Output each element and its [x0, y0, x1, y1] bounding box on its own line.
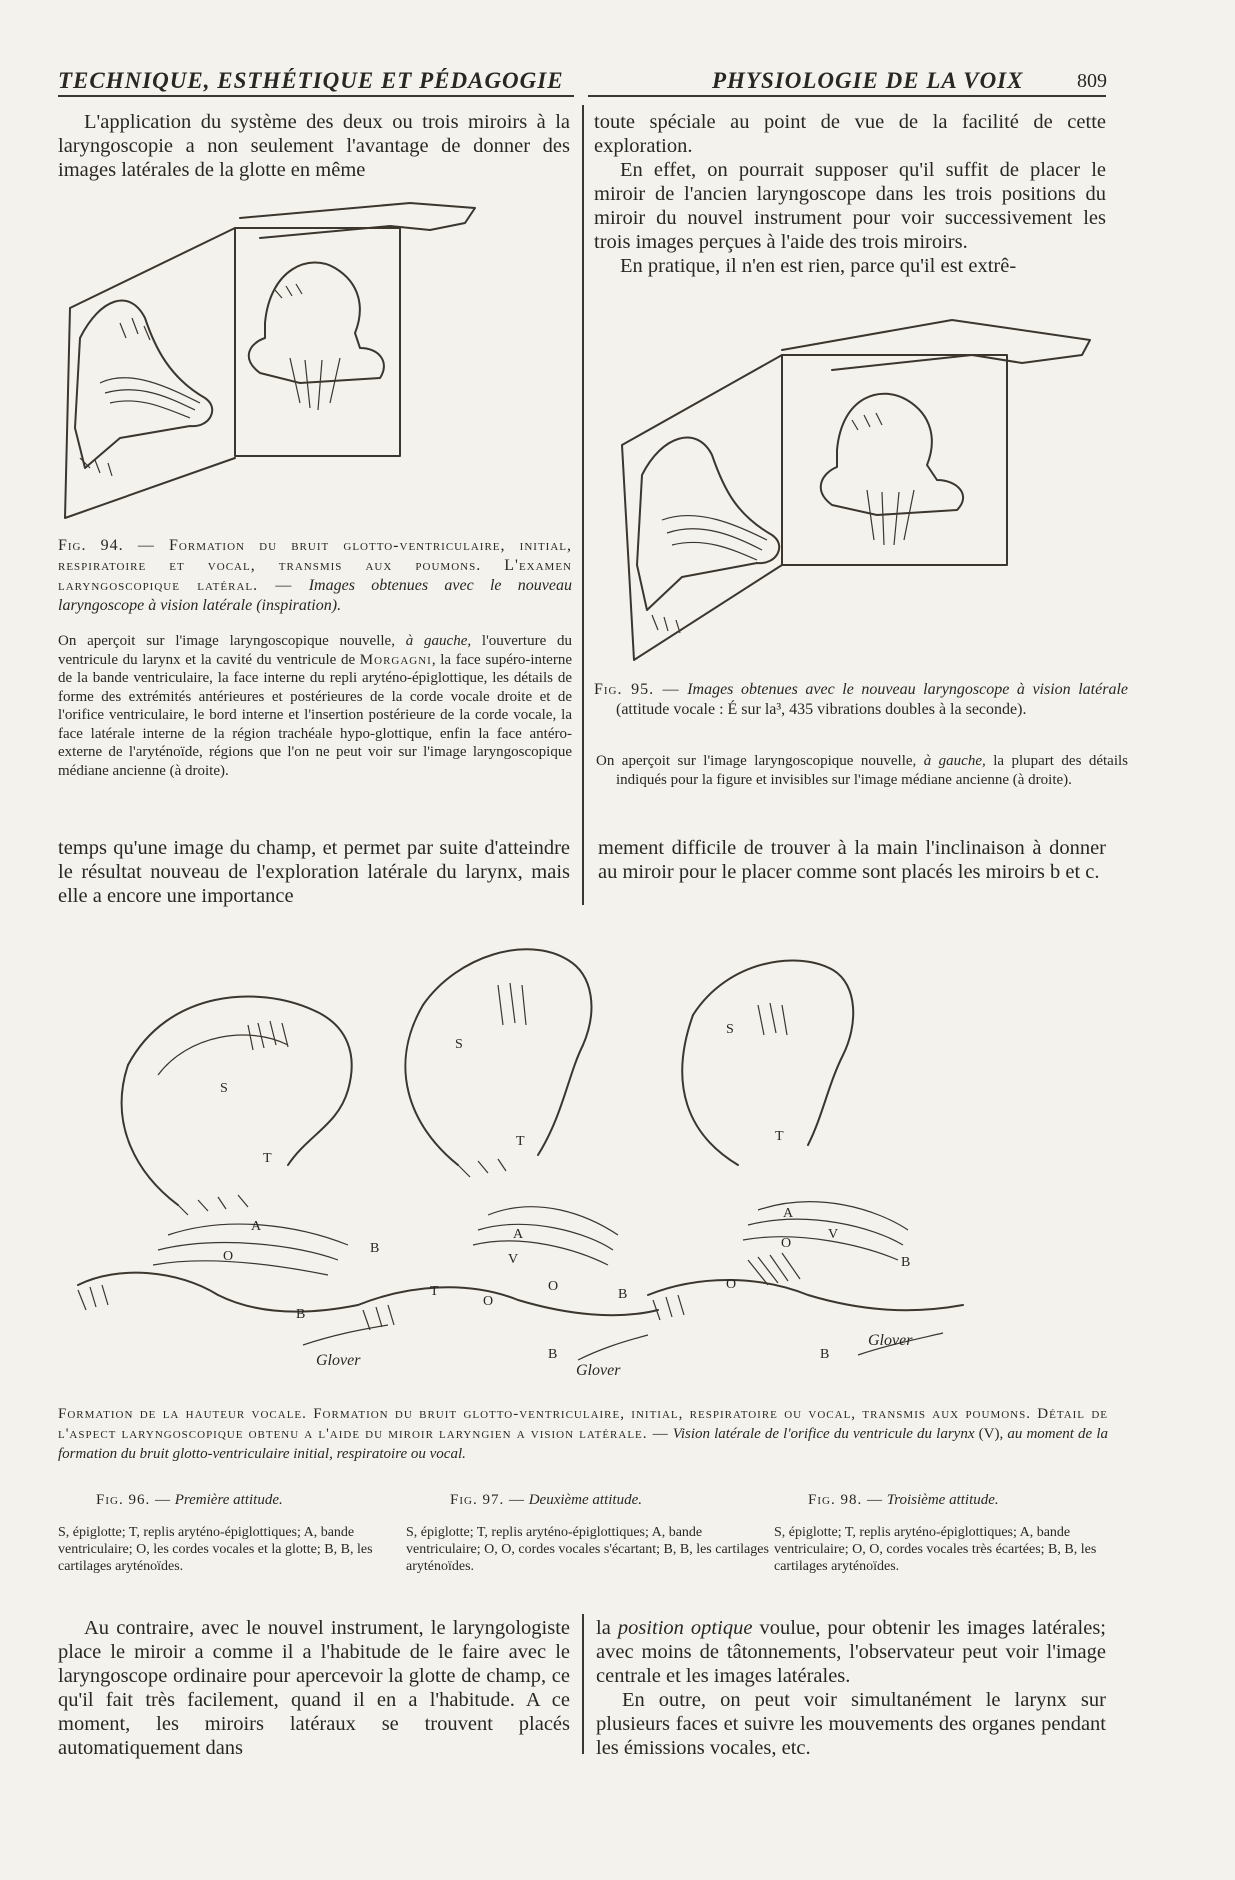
figure-98-title: Fig. 98. — Troisième attitude. [808, 1492, 999, 1508]
fig97-label-A: A [513, 1227, 524, 1242]
figure-96-drawing [78, 996, 388, 1369]
figure-98-drawing [648, 960, 963, 1362]
column-divider [582, 105, 584, 905]
fig97-label-B-1: B [618, 1287, 628, 1302]
fig96-label-S: S [220, 1081, 228, 1096]
fig98-label-S: S [726, 1022, 734, 1037]
bottom-right-paragraph: la position optique voulue, pour obtenir les images latérales; avec moins de tâtonnements, l'observateur peut voir l'image centrale et les images latérales. En outre, on peut voir simultanément le larynx sur plusieurs faces et suivre les mouvements des organes pendant les émissions vocales, etc. [596, 1617, 1106, 1759]
header-rule-left [58, 95, 574, 97]
figure-97-title: Fig. 97. — Deuxième attitude. [450, 1492, 642, 1508]
fig96-label-B-2: B [296, 1307, 306, 1322]
fig97-label-B-2: B [548, 1347, 558, 1362]
column-divider-bottom [582, 1614, 584, 1754]
right-column-text: toute spéciale au point de vue de la facilité de cette exploration. En effet, on pourrait supposer qu'il suffit de placer le miroir de l'ancien laryngoscope dans les trois positions du miroir du nouvel instrument pour voir successivement les trois images perçues à l'aide des trois miroirs. En pratique, il n'en est rien, parce qu'il est extrê- [594, 111, 1106, 277]
fig96-label-T: T [263, 1151, 272, 1166]
figures-96-98-illustration [58, 915, 1108, 1385]
figure-94-description: On aperçoit sur l'image laryngoscopique nouvelle, à gauche, l'ouverture du ventricule du larynx et la cavité du ventricule de Morgagni, la face supéro-interne de la bande ventriculaire, la face interne du repli aryténo-épiglottique, les détails de forme des extrémités antérieures et postérieures de la corde vocale droite et de l'orifice ventriculaire, le bord interne et l'insertion postérieure de la corde vocale, la face latérale interne de la région trachéale hypo-glottique, enfin la face antéro-externe de l'aryténoïde, régions que l'on ne peut voir sur l'image laryngoscopique médiane ancienne (à droite). [58, 633, 573, 779]
fig97-label-T: T [516, 1134, 525, 1149]
fig96-label-B-1: B [370, 1241, 380, 1256]
fig97-label-S: S [455, 1037, 463, 1052]
fig98-label-V: V [828, 1227, 839, 1242]
fig96-label-A: A [251, 1219, 262, 1234]
running-header-right: PHYSIOLOGIE DE LA VOIX [712, 68, 1024, 93]
left-column-continuation: temps qu'une image du champ, et permet par suite d'atteindre le résultat nouveau de l'exploration latérale du larynx, mais elle a encore une importance [58, 837, 570, 907]
fig98-label-T: T [775, 1129, 784, 1144]
fig97-label-O-2: O [483, 1294, 494, 1309]
figure-95-description: On aperçoit sur l'image laryngoscopique nouvelle, à gauche, la plupart des détails indiqués pour la figure et invisibles sur l'image médiane ancienne (à droite). [596, 753, 1129, 788]
fig98-label-A: A [783, 1206, 794, 1221]
figure-97-drawing [358, 949, 658, 1379]
right-column-continuation: mement difficile de trouver à la main l'inclinaison à donner au miroir pour le placer comme sont placés les miroirs b et c. [598, 837, 1106, 883]
figure-97-legend: S, épiglotte; T, replis aryténo-épiglottiques; A, bande ventriculaire; O, O, cordes vocales s'écartant; B, B, les cartilages aryténoïdes. [406, 1525, 769, 1574]
running-header-left: TECHNIQUE, ESTHÉTIQUE ET PÉDAGOGIE [58, 68, 564, 93]
figure-96-title: Fig. 96. — Première attitude. [96, 1492, 283, 1508]
figure-95-illustration [612, 315, 1102, 665]
fig98-label-B-1: B [901, 1255, 911, 1270]
figure-95-caption: Fig. 95. — Images obtenues avec le nouveau laryngoscope à vision latérale (attitude vocale : É sur la³, 435 vibrations doubles à la seconde). [594, 681, 1128, 718]
fig97-label-O-1: O [548, 1279, 559, 1294]
fig96-signature: Glover [316, 1352, 361, 1369]
intro-paragraph: L'application du système des deux ou trois miroirs à la laryngoscopie a non seulement l'avantage de donner des images latérales de la glotte en même [58, 111, 570, 181]
fig97-label-V: V [508, 1252, 519, 1267]
fig98-label-B-2: B [820, 1347, 830, 1362]
fig98-signature: Glover [868, 1332, 913, 1349]
figure-96-legend: S, épiglotte; T, replis aryténo-épiglottiques; A, bande ventriculaire; O, les cordes vocales et la glotte; B, B, les cartilages aryténoïdes. [58, 1525, 373, 1574]
page-number: 809 [1077, 70, 1107, 92]
fig98-label-O-2: O [726, 1277, 737, 1292]
figure-98-legend: S, épiglotte; T, replis aryténo-épiglottiques; A, bande ventriculaire; O, O, cordes vocales très écartées; B, B, les cartilages aryténoïdes. [774, 1525, 1097, 1574]
fig98-label-O-1: O [781, 1236, 792, 1251]
figure-94-caption: Fig. 94. — Formation du bruit glotto-ventriculaire, initial, respiratoire et vocal, transmis aux poumons. L'examen laryngoscopique latéral. — Images obtenues avec le nouveau laryngoscope à vision latérale (inspiration). [58, 537, 573, 614]
fig96-label-O: O [223, 1249, 234, 1264]
figure-94-illustration [60, 198, 570, 530]
bottom-left-paragraph: Au contraire, avec le nouvel instrument, le laryngologiste place le miroir a comme il a l'habitude de le faire avec le laryngoscope ordinaire pour apercevoir la glotte de champ, ce qu'il fait très facilement, quand il en a l'habitude. A ce moment, les miroirs latéraux se trouvent placés automatiquement dans [58, 1617, 570, 1759]
fig97-label-T-2: T [430, 1284, 439, 1299]
figures-96-98-caption: Formation de la hauteur vocale. Formation du bruit glotto-ventriculaire, initial, respiratoire ou vocal, transmis aux poumons. Détail de l'aspect laryngoscopique obtenu a l'aide du miroir laryngien a vision latérale. — Vision latérale de l'orifice du ventricule du larynx (V), au moment de la formation du bruit glotto-ventriculaire initial, respiratoire ou vocal. [58, 1406, 1109, 1462]
header-rule-right [588, 95, 1106, 97]
fig97-signature: Glover [576, 1362, 621, 1379]
